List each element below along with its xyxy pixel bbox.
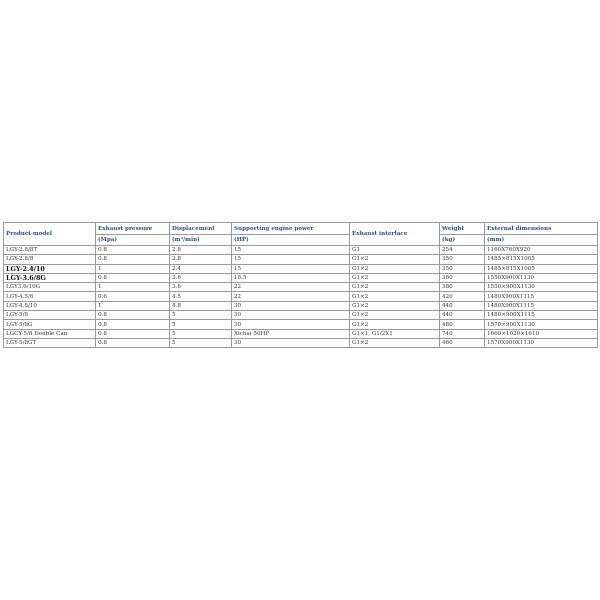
cell-pressure: 0.8 (96, 329, 170, 338)
header-engine-power: Supporting engine power (232, 223, 350, 235)
cell-dimensions: 1480×900X1115 (485, 311, 598, 320)
cell-model: LGY-2.8/8T (4, 246, 96, 255)
table-row (4, 292, 598, 301)
cell-interface: G1×2 (350, 292, 440, 301)
unit-displacement: (m³/min) (170, 235, 232, 246)
cell-interface: G1×2 (350, 320, 440, 329)
cell-pressure: 0.8 (96, 338, 170, 347)
cell-dimensions: 1660×1020×1610 (485, 329, 598, 338)
table-row (4, 338, 598, 347)
cell-pressure: 0.8 (96, 255, 170, 264)
cell-interface: G1×2 (350, 338, 440, 347)
table-row (4, 283, 598, 292)
cell-weight: 460 (440, 338, 485, 347)
cell-interface: G1×2 (350, 283, 440, 292)
cell-dimensions: 1485×815X1005 (485, 255, 598, 264)
unit-external-dimensions: (mm) (485, 235, 598, 246)
cell-model: LGCY-5/8 Double Can (4, 329, 96, 338)
table-row (4, 255, 598, 264)
table-row (4, 246, 598, 255)
cell-power: 15 (232, 264, 350, 273)
cell-displacement: 2.4 (170, 264, 232, 273)
cell-pressure: 0.8 (96, 273, 170, 282)
cell-displacement: 2.8 (170, 246, 232, 255)
cell-pressure: 1 (96, 264, 170, 273)
header-exhaust-pressure: Exhaust pressure (96, 223, 170, 235)
cell-displacement: 5 (170, 329, 232, 338)
cell-interface: G1×2 (350, 301, 440, 310)
cell-dimensions: 1550X900X1130 (485, 273, 598, 282)
cell-model: LGY-3.6/8G (4, 273, 96, 282)
cell-pressure: 0.8 (96, 311, 170, 320)
cell-weight: 350 (440, 255, 485, 264)
cell-model: LGY-5/8GT (4, 338, 96, 347)
cell-weight: 254 (440, 246, 485, 255)
cell-interface: G1 (350, 246, 440, 255)
cell-model: LGY-2.4/10 (4, 264, 96, 273)
cell-power: 18.5 (232, 273, 350, 282)
table-row (4, 264, 598, 273)
cell-power: 30 (232, 320, 350, 329)
cell-displacement: 4.8 (170, 301, 232, 310)
cell-pressure: 0.6 (96, 292, 170, 301)
cell-displacement: 5 (170, 311, 232, 320)
header-row (4, 223, 598, 235)
cell-power: 30 (232, 311, 350, 320)
table-row (4, 320, 598, 329)
cell-weight: 420 (440, 292, 485, 301)
cell-dimensions: 1480X900X1115 (485, 301, 598, 310)
unit-weight: (kg) (440, 235, 485, 246)
cell-power: 22 (232, 292, 350, 301)
table-header (4, 223, 598, 246)
cell-displacement: 3.6 (170, 283, 232, 292)
cell-displacement: 5 (170, 338, 232, 347)
header-product-model: Product model (4, 223, 96, 246)
cell-dimensions: 1570×900X1130 (485, 320, 598, 329)
cell-power: 15 (232, 255, 350, 264)
unit-exhaust-pressure: (Mpa) (96, 235, 170, 246)
cell-model: LGY-4.5/6 (4, 292, 96, 301)
table-body (4, 246, 598, 348)
unit-engine-power: (HP) (232, 235, 350, 246)
cell-weight: 350 (440, 264, 485, 273)
cell-interface: G1×2 (350, 273, 440, 282)
cell-weight: 740 (440, 329, 485, 338)
cell-weight: 480 (440, 320, 485, 329)
cell-interface: G1×2 (350, 255, 440, 264)
cell-interface: G1×2 (350, 264, 440, 273)
cell-dimensions: 1485×815X1005 (485, 264, 598, 273)
cell-dimensions: 1550×900X1130 (485, 283, 598, 292)
cell-displacement: 4.5 (170, 292, 232, 301)
header-displacement: Displacement (170, 223, 232, 235)
cell-dimensions: 1570X900X1130 (485, 338, 598, 347)
spec-table (3, 222, 598, 348)
cell-dimensions: 1160X760X920 (485, 246, 598, 255)
cell-displacement: 2.8 (170, 255, 232, 264)
header-exhaust-interface: Exhaust interface (350, 223, 440, 246)
cell-model: LGY3.6/10G (4, 283, 96, 292)
cell-interface: G1×1, G1/2X1 (350, 329, 440, 338)
header-weight: Weight (440, 223, 485, 235)
cell-weight: 360 (440, 273, 485, 282)
cell-model: LGY-5/8G (4, 320, 96, 329)
cell-displacement: 3.6 (170, 273, 232, 282)
cell-power: 30 (232, 301, 350, 310)
cell-power: 15 (232, 246, 350, 255)
cell-power: 22 (232, 283, 350, 292)
cell-pressure: 0.8 (96, 320, 170, 329)
cell-interface: G1×2 (350, 311, 440, 320)
table-row (4, 301, 598, 310)
cell-pressure: 1 (96, 283, 170, 292)
cell-pressure: 1 (96, 301, 170, 310)
header-external-dimensions: External dimensions (485, 223, 598, 235)
cell-model: LGY-5/8 (4, 311, 96, 320)
cell-model: LGY-4.8/10 (4, 301, 96, 310)
table-row (4, 329, 598, 338)
cell-power: Xichai 50HP (232, 329, 350, 338)
cell-power: 30 (232, 338, 350, 347)
cell-weight: 440 (440, 301, 485, 310)
cell-pressure: 0.8 (96, 246, 170, 255)
cell-displacement: 5 (170, 320, 232, 329)
table-row (4, 311, 598, 320)
cell-weight: 440 (440, 311, 485, 320)
cell-dimensions: 1480X900X1115 (485, 292, 598, 301)
cell-weight: 380 (440, 283, 485, 292)
table-row (4, 273, 598, 282)
cell-model: LGY-2.8/8 (4, 255, 96, 264)
